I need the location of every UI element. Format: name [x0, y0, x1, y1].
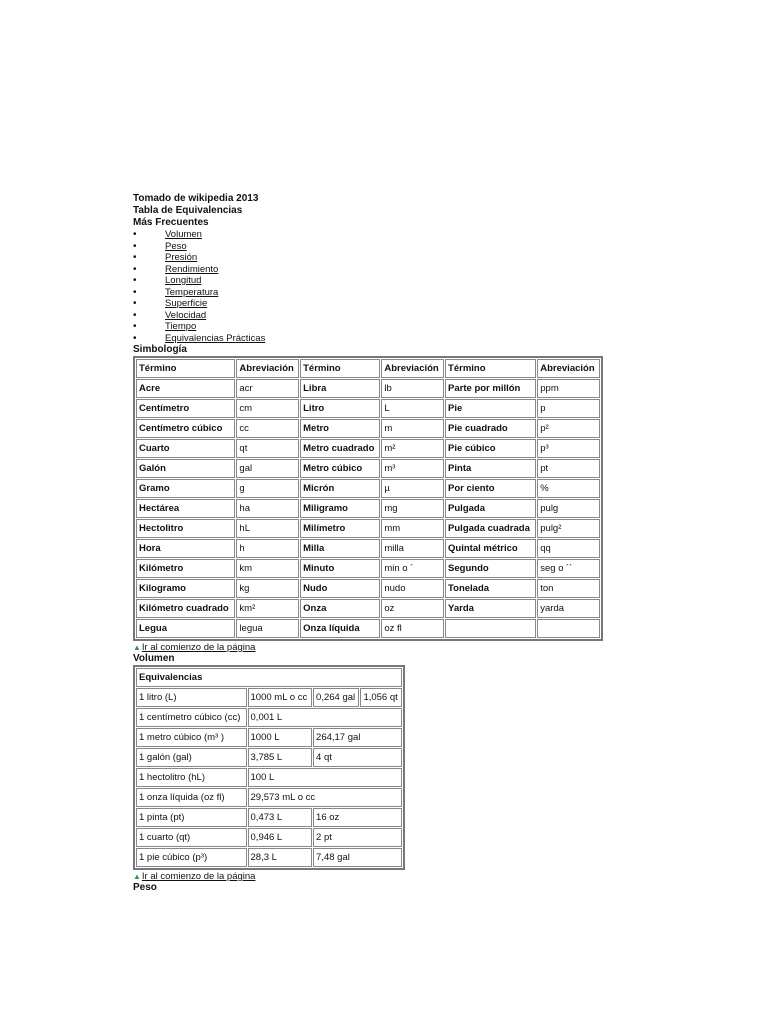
table-row	[136, 459, 600, 478]
abbreviation-cell: km²	[236, 599, 299, 618]
term-cell: Galón	[136, 459, 235, 478]
category-link[interactable]: Tiempo	[165, 321, 197, 332]
category-link[interactable]: Superficie	[165, 298, 208, 309]
abbreviation-cell: kg	[236, 579, 299, 598]
back-to-top	[133, 642, 603, 653]
abbreviation-cell: mm	[381, 519, 444, 538]
category-list-item	[133, 264, 603, 276]
category-link[interactable]: Temperatura	[165, 286, 219, 298]
term-cell: Por ciento	[445, 479, 536, 498]
bullet-icon: •	[133, 332, 137, 344]
section-heading-peso: Peso	[133, 882, 157, 893]
abbreviation-cell: pulg	[537, 499, 600, 518]
bullet-icon: •	[133, 309, 137, 321]
abbreviation-cell: gal	[236, 459, 299, 478]
equivalence-cell: 0,264 gal	[313, 688, 359, 707]
back-to-top-link[interactable]: Ir al comienzo de la página	[141, 871, 256, 882]
term-cell: Nudo	[300, 579, 380, 598]
abbreviation-cell: g	[236, 479, 299, 498]
unit-cell: 1 litro (L)	[136, 688, 247, 707]
up-arrow-icon: ▲	[133, 872, 141, 881]
bullet-icon: •	[133, 252, 137, 263]
abbreviation-cell: legua	[236, 619, 299, 638]
term-cell: Onza	[300, 599, 380, 618]
abbreviation-cell: qq	[537, 539, 600, 558]
term-cell: Yarda	[445, 599, 536, 618]
term-cell: Kilogramo	[136, 579, 235, 598]
term-cell: Litro	[300, 399, 380, 418]
category-link[interactable]: Longitud	[165, 275, 202, 286]
table-row	[136, 399, 600, 418]
unit-cell: 1 galón (gal)	[136, 748, 247, 767]
abbreviation-cell: acr	[236, 379, 299, 398]
table-header-row	[136, 359, 600, 378]
abbreviation-cell: km	[236, 559, 299, 578]
term-cell: Pie cuadrado	[445, 419, 536, 438]
term-cell: Metro cuadrado	[300, 439, 380, 458]
abbreviation-cell: cm	[236, 399, 299, 418]
volumen-table	[133, 665, 405, 870]
abbreviation-cell: nudo	[381, 579, 444, 598]
term-cell: Pie cúbico	[445, 439, 536, 458]
table-row	[136, 808, 402, 827]
equivalence-cell: 16 oz	[313, 808, 402, 827]
bullet-icon: •	[133, 240, 137, 252]
table-row	[136, 479, 600, 498]
abbreviation-cell: m²	[381, 439, 444, 458]
term-cell: Libra	[300, 379, 380, 398]
unit-cell: 1 pinta (pt)	[136, 808, 247, 827]
term-cell: Milla	[300, 539, 380, 558]
term-cell: Kilómetro cuadrado	[136, 599, 235, 618]
category-link[interactable]: Rendimiento	[165, 263, 219, 275]
abbreviation-cell: m³	[381, 459, 444, 478]
equivalence-cell: 29,573 mL o cc	[248, 788, 402, 807]
table-row	[136, 708, 402, 727]
equivalence-cell: 0,946 L	[248, 828, 313, 847]
abbreviation-cell: L	[381, 399, 444, 418]
abbreviation-cell: cc	[236, 419, 299, 438]
term-cell: Cuarto	[136, 439, 235, 458]
abbreviation-cell: seg o ´´	[537, 559, 600, 578]
column-header: Término	[300, 359, 380, 378]
section-heading-frequent: Más Frecuentes	[133, 217, 209, 228]
abbreviation-cell: qt	[236, 439, 299, 458]
table-row	[136, 748, 402, 767]
abbreviation-cell: oz	[381, 599, 444, 618]
abbreviation-cell	[537, 619, 600, 638]
equivalence-cell: 100 L	[248, 768, 402, 787]
column-header: Abreviación	[236, 359, 299, 378]
abbreviation-cell: ha	[236, 499, 299, 518]
unit-cell: 1 pie cúbico (p³)	[136, 848, 247, 867]
column-header: Abreviación	[381, 359, 444, 378]
column-header: Equivalencias	[136, 668, 402, 687]
term-cell: Pinta	[445, 459, 536, 478]
bullet-icon: •	[133, 275, 137, 286]
equivalence-cell: 28,3 L	[248, 848, 313, 867]
category-list-item	[133, 275, 603, 287]
term-cell: Quintal métrico	[445, 539, 536, 558]
table-row	[136, 579, 600, 598]
table-row	[136, 728, 402, 747]
page-title: Tabla de Equivalencias	[133, 205, 243, 216]
abbreviation-cell: %	[537, 479, 600, 498]
column-header: Término	[136, 359, 235, 378]
term-cell: Centímetro cúbico	[136, 419, 235, 438]
category-link[interactable]: Velocidad	[165, 309, 207, 321]
abbreviation-cell: mg	[381, 499, 444, 518]
equivalence-cell: 0,473 L	[248, 808, 313, 827]
category-link[interactable]: Volumen	[165, 229, 202, 240]
abbreviation-cell: ppm	[537, 379, 600, 398]
abbreviation-cell: oz fl	[381, 619, 444, 638]
back-to-top-link[interactable]: Ir al comienzo de la página	[141, 642, 256, 653]
bullet-icon: •	[133, 321, 137, 332]
term-cell: Tonelada	[445, 579, 536, 598]
table-row	[136, 788, 402, 807]
category-list-item	[133, 229, 603, 241]
equivalence-cell: 7,48 gal	[313, 848, 402, 867]
category-list-item	[133, 310, 603, 322]
table-header-row	[136, 668, 402, 687]
unit-cell: 1 cuarto (qt)	[136, 828, 247, 847]
equivalence-cell: 1000 L	[248, 728, 313, 747]
term-cell	[445, 619, 536, 638]
category-list-item	[133, 298, 603, 310]
table-row	[136, 599, 600, 618]
document-body	[133, 193, 603, 894]
term-cell: Hora	[136, 539, 235, 558]
term-cell: Metro cúbico	[300, 459, 380, 478]
equivalence-cell: 1,056 qt	[360, 688, 402, 707]
term-cell: Pulgada	[445, 499, 536, 518]
equivalence-cell: 3,785 L	[248, 748, 313, 767]
term-cell: Gramo	[136, 479, 235, 498]
term-cell: Legua	[136, 619, 235, 638]
abbreviation-cell: hL	[236, 519, 299, 538]
bullet-icon: •	[133, 229, 137, 240]
abbreviation-cell: min o ´	[381, 559, 444, 578]
term-cell: Acre	[136, 379, 235, 398]
up-arrow-icon: ▲	[133, 643, 141, 652]
category-list-item	[133, 241, 603, 253]
abbreviation-cell: milla	[381, 539, 444, 558]
column-header: Término	[445, 359, 536, 378]
term-cell: Metro	[300, 419, 380, 438]
table-row	[136, 688, 402, 707]
term-cell: Minuto	[300, 559, 380, 578]
abbreviation-cell: h	[236, 539, 299, 558]
equivalence-cell: 1000 mL o cc	[248, 688, 313, 707]
category-link[interactable]: Equivalencias Prácticas	[165, 332, 266, 344]
term-cell: Onza líquida	[300, 619, 380, 638]
unit-cell: 1 centímetro cúbico (cc)	[136, 708, 247, 727]
abbreviation-cell: lb	[381, 379, 444, 398]
abbreviation-cell: p	[537, 399, 600, 418]
term-cell: Pie	[445, 399, 536, 418]
table-row	[136, 848, 402, 867]
category-link-list	[133, 229, 603, 344]
table-row	[136, 419, 600, 438]
table-row	[136, 559, 600, 578]
term-cell: Hectárea	[136, 499, 235, 518]
term-cell: Parte por millón	[445, 379, 536, 398]
equivalence-cell: 0,001 L	[248, 708, 402, 727]
term-cell: Micrón	[300, 479, 380, 498]
equivalence-cell: 264,17 gal	[313, 728, 402, 747]
table-row	[136, 379, 600, 398]
abbreviation-cell: yarda	[537, 599, 600, 618]
source-note: Tomado de wikipedia 2013	[133, 193, 259, 204]
unit-cell: 1 onza líquida (oz fl)	[136, 788, 247, 807]
simbologia-table	[133, 356, 603, 641]
bullet-icon: •	[133, 286, 137, 298]
category-link[interactable]: Peso	[165, 240, 187, 252]
table-row	[136, 828, 402, 847]
category-list-item	[133, 321, 603, 333]
column-header: Abreviación	[537, 359, 600, 378]
category-link[interactable]: Presión	[165, 252, 198, 263]
table-row	[136, 439, 600, 458]
abbreviation-cell: p²	[537, 419, 600, 438]
equivalence-cell: 2 pt	[313, 828, 402, 847]
abbreviation-cell: pulg²	[537, 519, 600, 538]
table-row	[136, 519, 600, 538]
term-cell: Segundo	[445, 559, 536, 578]
equivalence-cell: 4 qt	[313, 748, 402, 767]
category-list-item	[133, 252, 603, 264]
table-row	[136, 619, 600, 638]
term-cell: Miligramo	[300, 499, 380, 518]
category-list-item	[133, 287, 603, 299]
abbreviation-cell: m	[381, 419, 444, 438]
term-cell: Hectolitro	[136, 519, 235, 538]
table-row	[136, 499, 600, 518]
abbreviation-cell: ton	[537, 579, 600, 598]
term-cell: Milímetro	[300, 519, 380, 538]
category-list-item	[133, 333, 603, 345]
abbreviation-cell: pt	[537, 459, 600, 478]
table-row	[136, 768, 402, 787]
back-to-top	[133, 871, 603, 882]
table-row	[136, 539, 600, 558]
section-heading-simbologia: Simbología	[133, 344, 187, 355]
bullet-icon: •	[133, 298, 137, 309]
abbreviation-cell: p³	[537, 439, 600, 458]
bullet-icon: •	[133, 263, 137, 275]
section-heading-volumen: Volumen	[133, 653, 175, 664]
unit-cell: 1 metro cúbico (m³ )	[136, 728, 247, 747]
unit-cell: 1 hectolitro (hL)	[136, 768, 247, 787]
term-cell: Centímetro	[136, 399, 235, 418]
term-cell: Pulgada cuadrada	[445, 519, 536, 538]
term-cell: Kilómetro	[136, 559, 235, 578]
abbreviation-cell: µ	[381, 479, 444, 498]
